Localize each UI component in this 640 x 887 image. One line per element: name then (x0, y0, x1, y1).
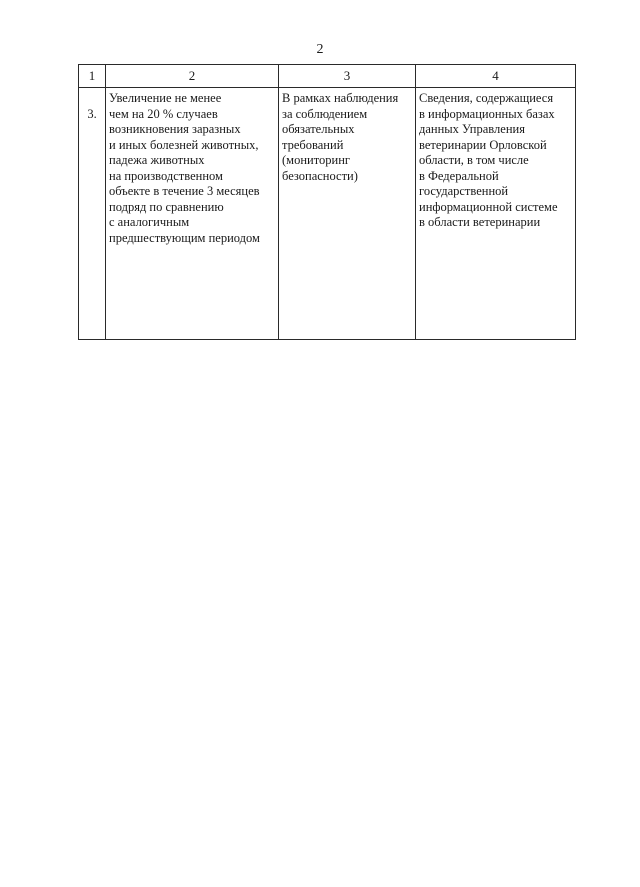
table-header-row (79, 65, 576, 88)
source-line: Сведения, содержащиеся (419, 91, 554, 105)
page-number: 2 (316, 42, 324, 57)
indicator-line: объекте в течение 3 месяцев (109, 184, 260, 198)
indicator-line: Увеличение не менее (109, 91, 222, 105)
source-line: данных Управления (419, 122, 525, 136)
table-row (79, 88, 576, 340)
indicator-cell (106, 88, 279, 340)
indicator-line: предшествующим периодом (109, 230, 260, 245)
source-line: в области ветеринарии (419, 215, 541, 229)
header-col-3: 3 (279, 65, 416, 88)
indicator-line: чем на 20 % случаев (109, 106, 218, 121)
source-line: государственной (419, 184, 509, 198)
control-type-line: обязательных (282, 122, 355, 136)
indicator-line: с аналогичным (109, 215, 190, 229)
control-type-line: безопасности) (282, 168, 358, 183)
source-line: ветеринарии Орловской (419, 137, 547, 152)
control-type-line: (мониторинг (282, 153, 351, 167)
indicator-line: и иных болезней животных, (109, 137, 259, 152)
header-col-4: 4 (416, 65, 576, 88)
indicator-line: подряд по сравнению (109, 199, 224, 214)
source-line: в информационных базах (419, 106, 555, 121)
control-type-cell (279, 88, 416, 340)
header-col-1: 1 (79, 65, 106, 88)
header-col-2: 2 (106, 65, 279, 88)
source-cell (416, 88, 576, 340)
control-type-line: за соблюдением (282, 106, 368, 121)
indicator-line: на производственном (109, 168, 223, 183)
requirements-table (78, 64, 576, 340)
source-line: области, в том числе (419, 153, 529, 167)
source-line: информационной системе (419, 199, 558, 214)
indicator-line: возникновения заразных (109, 122, 241, 136)
control-type-line: требований (282, 137, 344, 152)
row-number: 3. (79, 88, 106, 340)
control-type-line: В рамках наблюдения (282, 91, 399, 105)
source-line: в Федеральной (419, 168, 499, 183)
indicator-line: падежа животных (109, 153, 205, 167)
